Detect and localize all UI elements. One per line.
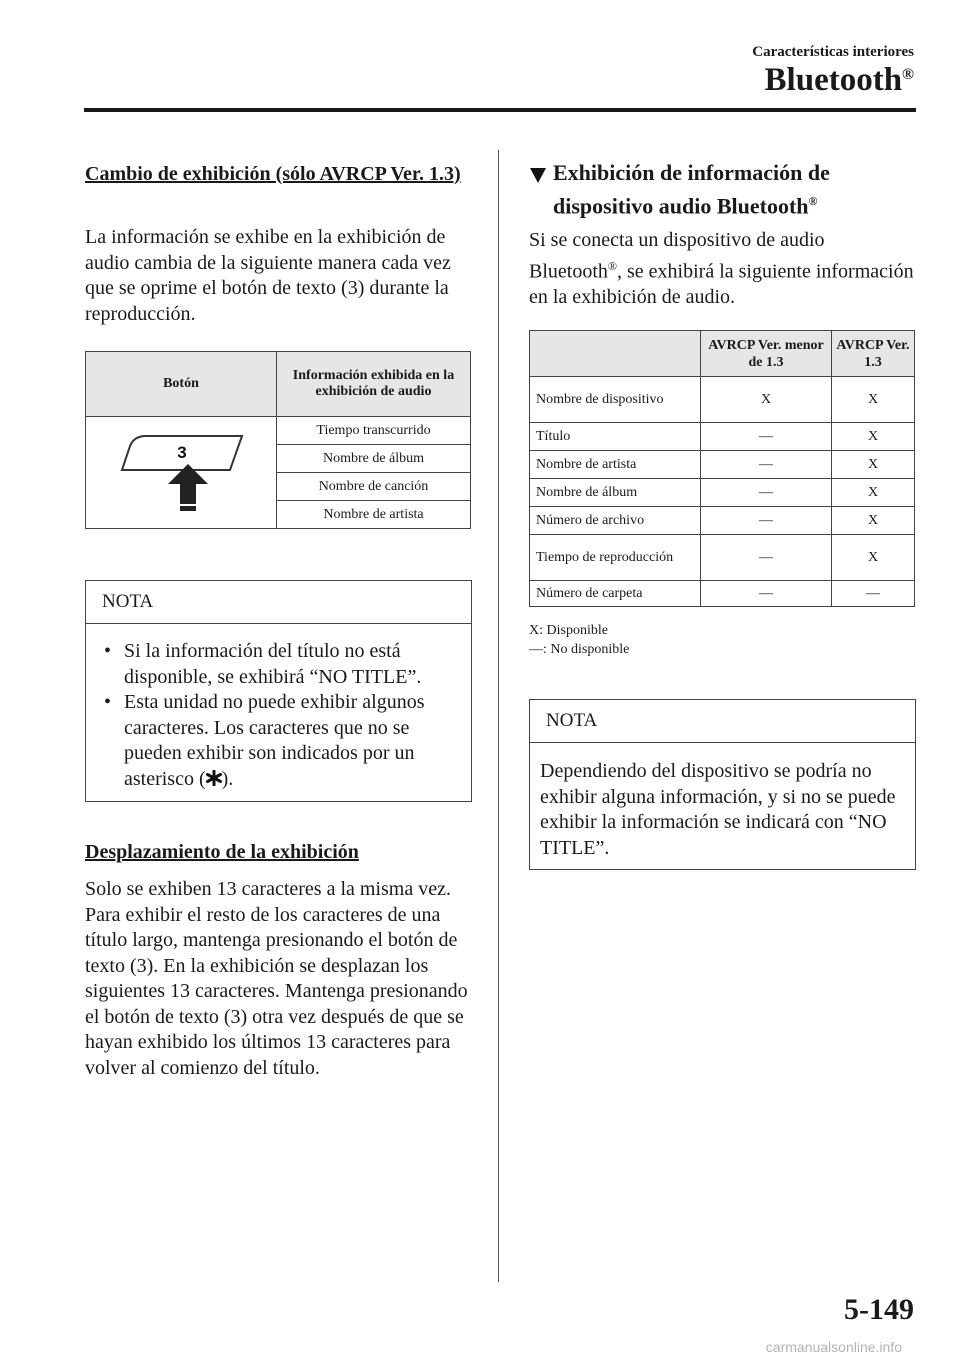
note-bullet-text: Si la información del título no está disponible, se exhibirá “NO TITLE”. — [124, 640, 422, 688]
device-info-table — [529, 330, 915, 607]
text-button-icon — [116, 422, 246, 518]
table-header-button: Botón — [86, 352, 277, 417]
row-value-13: X — [832, 479, 915, 507]
column-divider — [498, 150, 499, 1282]
table-header-blank — [530, 331, 701, 377]
row-value-old: — — [701, 535, 832, 581]
chapter-title — [765, 62, 914, 99]
table-row: Nombre de álbum — [277, 445, 471, 473]
table-row: Nombre de canción — [277, 473, 471, 501]
note-text: Dependiendo del dispositivo se podría no exhibir alguna información, y si no se puede exhibir la información se indicará con “NO TITLE”. — [540, 760, 896, 859]
button-illustration-cell — [86, 417, 277, 529]
note-box-left — [85, 580, 472, 802]
registered-mark: ® — [607, 258, 618, 273]
row-label: Número de carpeta — [530, 581, 701, 607]
row-label: Título — [530, 423, 701, 451]
heading-device-info-text: Exhibición de información de dispositivo audio Bluetooth — [553, 160, 830, 219]
table-header-info: Información exhibida en la exhibición de audio — [277, 352, 471, 417]
row-value-13: — — [832, 581, 915, 607]
row-value-old: — — [701, 423, 832, 451]
watermark: carmanualsonline.info — [765, 1339, 902, 1355]
row-label: Nombre de dispositivo — [530, 377, 701, 423]
row-value-13: X — [832, 535, 915, 581]
row-value-13: X — [832, 423, 915, 451]
row-label: Nombre de álbum — [530, 479, 701, 507]
note-bullet: • Esta unidad no puede exhibir algunos caracteres. Los caracteres que no se pueden exhibir son indicados por un asterisco ( ). — [104, 691, 425, 790]
row-value-13: X — [832, 377, 915, 423]
row-value-old: — — [701, 507, 832, 535]
heading-display-change: Cambio de exhibición (sólo AVRCP Ver. 1.3) — [85, 163, 461, 185]
registered-mark: ® — [902, 66, 914, 83]
note-bullet: • Si la información del título no está disponible, se exhibirá “NO TITLE”. — [104, 640, 422, 688]
row-label: Tiempo de reproducción — [530, 535, 701, 581]
row-value-old: — — [701, 479, 832, 507]
display-change-table — [85, 351, 471, 529]
table-row: Tiempo transcurrido — [277, 417, 471, 445]
heading-device-info — [553, 159, 883, 220]
paragraph-device-info — [529, 228, 919, 310]
section-label: Características interiores — [752, 44, 914, 60]
heading-scroll-display: Desplazamiento de la exhibición — [85, 841, 359, 863]
row-label: Número de archivo — [530, 507, 701, 535]
note-title: NOTA — [530, 700, 915, 743]
paragraph-scroll-display: Solo se exhiben 13 caracteres a la misma vez. Para exhibir el resto de los caracteres de una título largo, mantenga presionando el botón de texto (3). En la exhibición se desplazan los siguientes 13 caracteres. Mantenga presionando el botón de texto (3) otra vez después de que se hayan exhibido los últimos 13 caracteres para volver al comienzo del título. — [85, 878, 468, 1079]
registered-mark: ® — [808, 194, 818, 208]
legend-unavailable: —: No disponible — [529, 642, 630, 657]
legend-available: X: Disponible — [529, 623, 608, 638]
asterisk-icon — [206, 770, 222, 786]
table-header-avrcp-13: AVRCP Ver. 1.3 — [832, 331, 915, 377]
note-bullet-text: Esta unidad no puede exhibir algunos caracteres. Los caracteres que no se pueden exhibir son indicados por un asterisco ( — [124, 691, 425, 790]
row-value-old: — — [701, 581, 832, 607]
paragraph-device-info-b: , se exhibirá la siguiente información en la exhibición de audio. — [529, 260, 914, 308]
note-box-right — [529, 699, 916, 870]
row-label: Nombre de artista — [530, 451, 701, 479]
table-header-avrcp-old: AVRCP Ver. menor de 1.3 — [701, 331, 832, 377]
row-value-13: X — [832, 451, 915, 479]
row-value-13: X — [832, 507, 915, 535]
chapter-title-text: Bluetooth — [764, 62, 903, 98]
row-value-old: — — [701, 451, 832, 479]
note-title: NOTA — [86, 581, 471, 624]
table-row: Nombre de artista — [277, 501, 471, 529]
triangle-down-icon — [529, 166, 547, 189]
row-value-old: X — [701, 377, 832, 423]
paragraph-device-info-a: Si se conecta un dispositivo de audio Bluetooth — [529, 229, 825, 283]
page-number: 5-149 — [844, 1293, 914, 1326]
button-number: 3 — [177, 443, 187, 462]
paragraph-display-change: La información se exhibe en la exhibición de audio cambia de la siguiente manera cada vez que se oprime el botón de texto (3) durante la reproducción. — [85, 226, 451, 325]
note-bullet-text-end: ). — [221, 767, 234, 790]
header-rule — [84, 108, 916, 112]
